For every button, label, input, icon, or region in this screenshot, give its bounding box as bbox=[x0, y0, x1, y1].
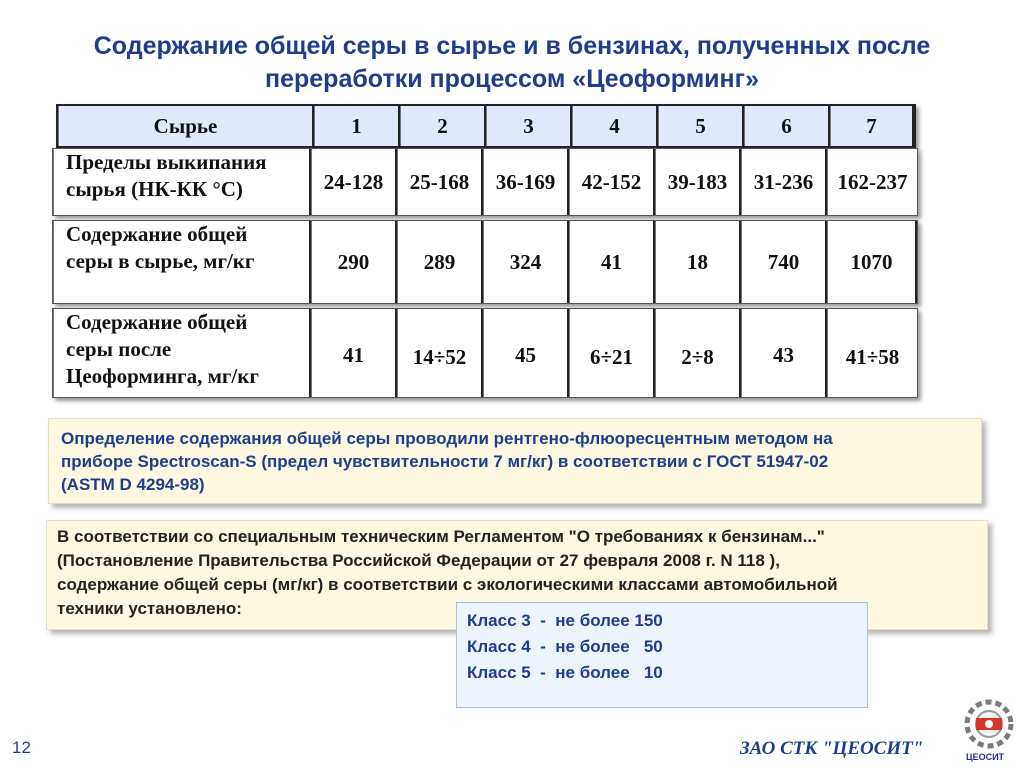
table-cell bbox=[741, 149, 827, 215]
table-header-row bbox=[56, 104, 916, 148]
cell-value: 31-236 bbox=[753, 169, 814, 194]
regulation-note-line: (Постановление Правительства Российской Федерации от 27 февраля 2008 г. N 118 ), bbox=[57, 551, 780, 570]
cell-value: 45 bbox=[515, 343, 536, 367]
method-note-line: приборе Spectroscan-S (предел чувствительности 7 мг/кг) в соответствии с ГОСТ 51947-02 bbox=[61, 452, 829, 471]
table-cell bbox=[741, 221, 827, 303]
header-label: Сырье bbox=[153, 113, 218, 138]
table-cell bbox=[655, 221, 741, 303]
table-cell bbox=[569, 309, 655, 397]
cell-value: 290 bbox=[337, 249, 370, 274]
table-cell bbox=[483, 309, 569, 397]
class-item: Класс 3 - не более 150 bbox=[467, 611, 663, 630]
page-number: 12 bbox=[12, 738, 31, 757]
table-cell bbox=[311, 149, 397, 215]
slide-title-line1: Содержание общей серы в сырье и в бензинах, полученных после bbox=[93, 32, 931, 60]
cell-value: 41 bbox=[601, 249, 622, 274]
cell-value: 14÷52 bbox=[412, 345, 467, 369]
table-row bbox=[52, 308, 918, 398]
cell-value: 1070 bbox=[850, 249, 893, 274]
row-label-line: серы после bbox=[66, 337, 172, 361]
row-label-cell bbox=[53, 149, 311, 215]
header-value: 6 bbox=[781, 113, 792, 138]
table-cell bbox=[397, 221, 483, 303]
table-cell bbox=[741, 309, 827, 397]
cell-value: 39-183 bbox=[667, 169, 728, 194]
cell-value: 42-152 bbox=[581, 169, 642, 194]
cell-value: 162-237 bbox=[837, 169, 908, 194]
class-item: Класс 4 - не более 50 bbox=[467, 637, 663, 656]
slide-title-line2: переработки процессом «Цеоформинг» bbox=[265, 65, 759, 93]
table-cell bbox=[483, 149, 569, 215]
table-cell bbox=[827, 221, 917, 303]
header-value: 5 bbox=[695, 113, 706, 138]
table-cell bbox=[569, 149, 655, 215]
class-item: Класс 5 - не более 10 bbox=[467, 663, 663, 682]
cell-value: 41 bbox=[343, 343, 364, 367]
header-label-cell bbox=[58, 106, 314, 146]
method-note bbox=[48, 418, 982, 504]
header-value: 3 bbox=[523, 113, 534, 138]
header-cell bbox=[744, 106, 830, 146]
cell-value: 43 bbox=[773, 343, 794, 367]
regulation-note-line: техники установлено: bbox=[57, 599, 242, 618]
row-label-line: Цеоформинга, мг/кг bbox=[66, 364, 259, 388]
cell-value: 2÷8 bbox=[681, 345, 714, 369]
header-cell bbox=[400, 106, 486, 146]
cell-value: 6÷21 bbox=[589, 345, 634, 369]
header-cell bbox=[830, 106, 914, 146]
logo-label: ЦЕОСИТ bbox=[966, 752, 1005, 762]
row-label-line: Содержание общей bbox=[66, 222, 248, 246]
regulation-note-line: содержание общей серы (мг/кг) в соответствии с экологическими классами автомобильной bbox=[57, 575, 838, 594]
header-cell bbox=[572, 106, 658, 146]
table-cell bbox=[569, 221, 655, 303]
emission-classes-box bbox=[456, 602, 868, 708]
cell-value: 18 bbox=[687, 249, 708, 274]
method-note-line: (ASTM D 4294-98) bbox=[61, 475, 205, 494]
row-label-cell bbox=[53, 309, 311, 397]
regulation-note-line: В соответствии со специальным техническим Регламентом "О требованиях к бензинам..." bbox=[57, 527, 825, 546]
header-value: 2 bbox=[437, 113, 448, 138]
cell-value: 41÷58 bbox=[845, 345, 900, 369]
cell-value: 36-169 bbox=[495, 169, 556, 194]
header-value: 7 bbox=[866, 113, 877, 138]
row-label-line: сырья (НК-КК °С) bbox=[66, 177, 243, 201]
cell-value: 740 bbox=[767, 249, 800, 274]
table-row bbox=[52, 148, 918, 216]
cell-value: 324 bbox=[509, 249, 542, 274]
row-label-cell bbox=[53, 221, 311, 303]
row-label-line: Пределы выкипания bbox=[66, 150, 267, 174]
table-cell bbox=[311, 221, 397, 303]
table-cell bbox=[311, 309, 397, 397]
slide-title bbox=[0, 30, 1024, 96]
header-value: 1 bbox=[351, 113, 362, 138]
header-cell bbox=[314, 106, 400, 146]
table-cell bbox=[827, 309, 917, 397]
table-cell bbox=[397, 309, 483, 397]
header-cell bbox=[658, 106, 744, 146]
cell-value: 289 bbox=[423, 249, 456, 274]
table-cell bbox=[655, 309, 741, 397]
header-value: 4 bbox=[609, 113, 620, 138]
table-row bbox=[52, 220, 918, 304]
table-cell bbox=[827, 149, 917, 215]
row-label-line: Содержание общей bbox=[66, 310, 248, 334]
table-cell bbox=[397, 149, 483, 215]
cell-value: 24-128 bbox=[323, 169, 384, 194]
method-note-line: Определение содержания общей серы проводили рентгено-флюоресцентным методом на bbox=[61, 429, 833, 448]
table-cell bbox=[655, 149, 741, 215]
row-label-line: серы в сырье, мг/кг bbox=[66, 249, 255, 273]
cell-value: 25-168 bbox=[409, 169, 470, 194]
company-name: ЗАО СТК "ЦЕОСИТ" bbox=[740, 738, 924, 759]
header-cell bbox=[486, 106, 572, 146]
table-cell bbox=[483, 221, 569, 303]
